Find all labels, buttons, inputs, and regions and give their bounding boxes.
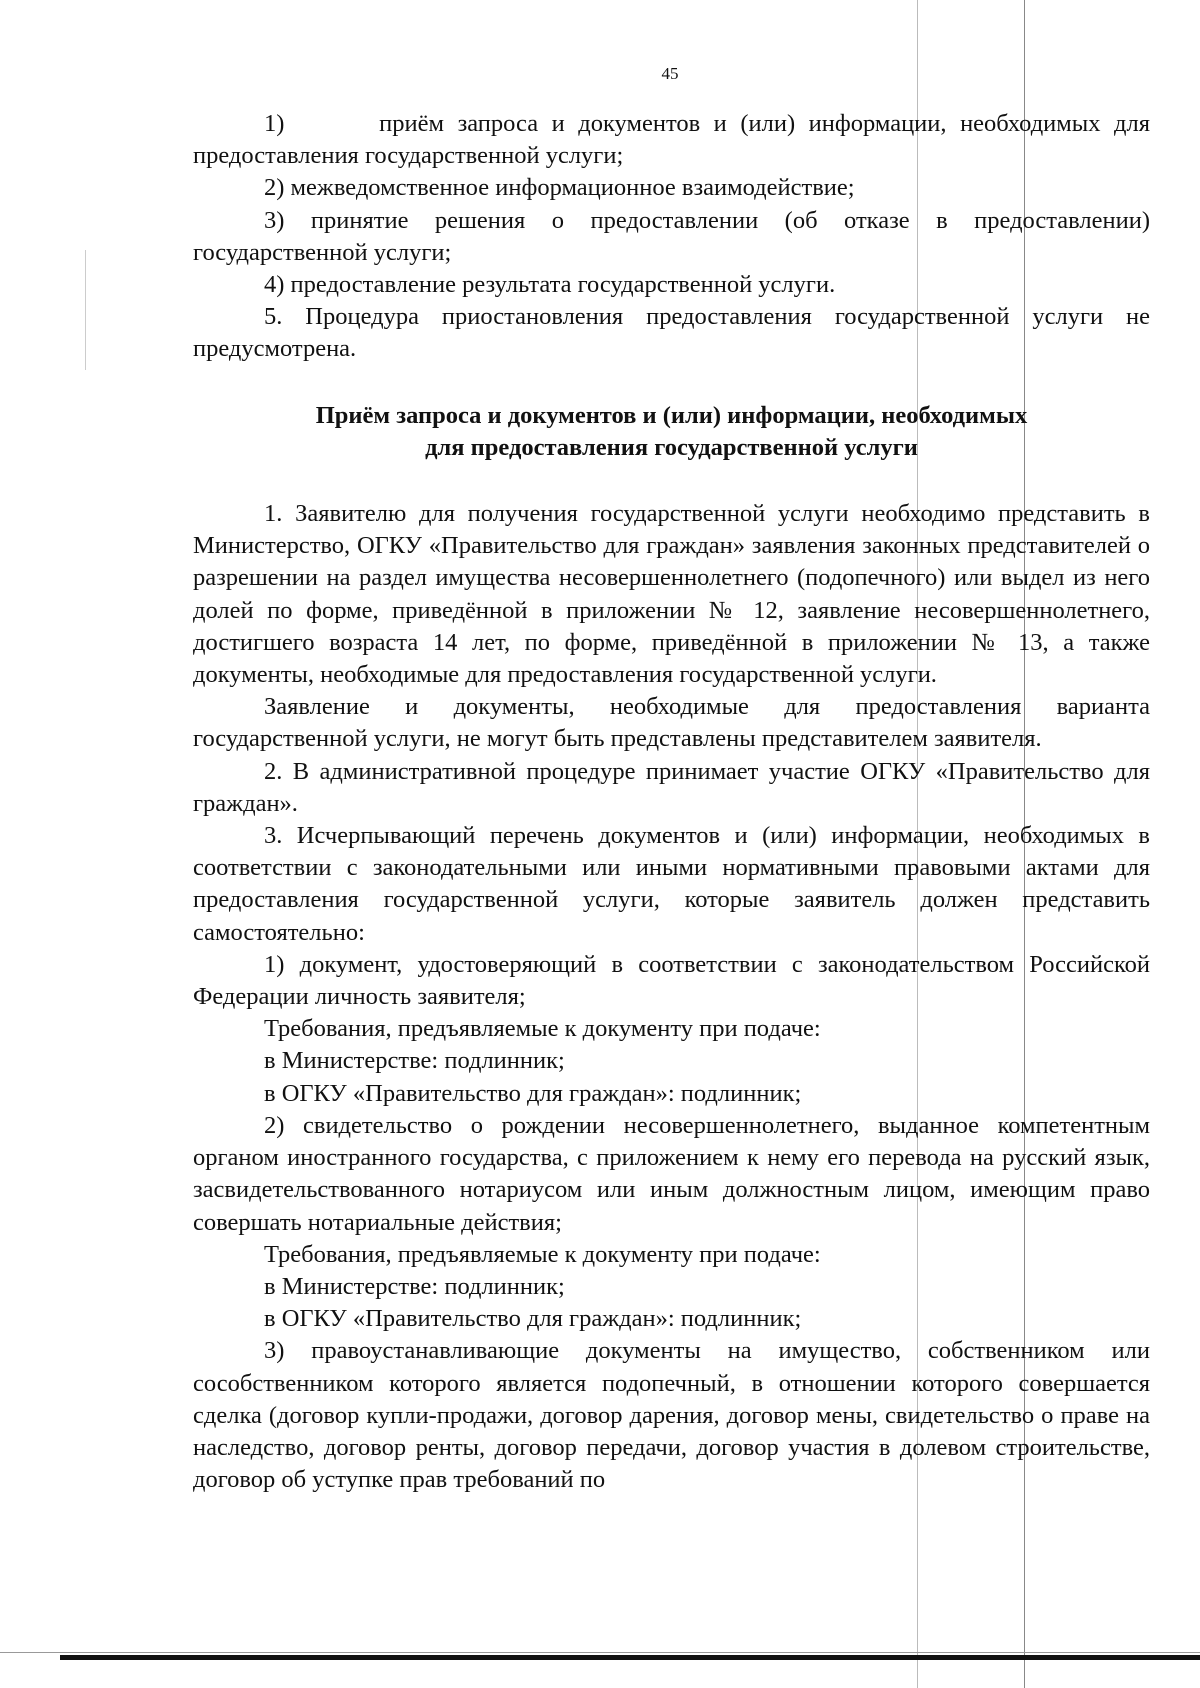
- paragraph: 2. В административной процедуре принимает участие ОГКУ «Правительство для граждан».: [193, 757, 1150, 817]
- list-item: 3) принятие решения о предоставлении (об отказе в предоставлении) государственной услуги;: [193, 206, 1150, 266]
- list-item: 2) свидетельство о рождении несовершеннолетнего, выданное компетентным органом иностранного государства, с приложением к нему его перевода на русский язык, засвидетельствованного нотариусом или иным должностным лицом, имеющим право совершать нотариальные действия;: [193, 1111, 1150, 1236]
- paragraph: Требования, предъявляемые к документу при подаче:: [264, 1240, 821, 1268]
- paragraph: в Министерстве: подлинник;: [264, 1272, 565, 1300]
- paragraph: 3. Исчерпывающий перечень документов и (или) информации, необходимых в соответствии с законодательными или иными нормативными правовыми актами для предоставления государственной услуги, которые заявитель должен представить самостоятельно:: [193, 822, 1150, 946]
- paragraph: 1. Заявителю для получения государственной услуги необходимо представить в Министерство, ОГКУ «Правительство для граждан» заявления законных представителей о разрешении на раздел имущества несовершеннолетнего (подопечного) или выдел из него долей по форме, приведённой в приложении № 12, заявление несовершеннолетнего, достигшего возраста 14 лет, по форме, приведённой в приложении № 13, а также документы, необходимые для предоставления государственной услуги.: [193, 500, 1150, 689]
- document-body: [193, 108, 1150, 1496]
- paragraph: Требования, предъявляемые к документу при подаче:: [264, 1015, 821, 1043]
- paragraph: в Министерстве: подлинник;: [264, 1047, 565, 1075]
- page-number: 45: [661, 64, 679, 83]
- paragraph: Заявление и документы, необходимые для предоставления варианта государственной услуги, не могут быть представлены представителем заявителя.: [193, 693, 1150, 753]
- scan-border-bar: [60, 1655, 1200, 1660]
- scan-artifact-line: [85, 250, 86, 370]
- list-item: 2) межведомственное информационное взаимодействие;: [264, 174, 855, 202]
- paragraph: в ОГКУ «Правительство для граждан»: подлинник;: [264, 1079, 802, 1107]
- list-item: 4) предоставление результата государственной услуги.: [264, 271, 836, 299]
- section-heading-line: для предоставления государственной услуги: [425, 433, 918, 461]
- list-item: 1) приём запроса и документов и (или) информации, необходимых для предоставления государственной услуги;: [193, 110, 1150, 170]
- paragraph: 5. Процедура приостановления предоставления государственной услуги не предусмотрена.: [193, 303, 1150, 363]
- scan-border-line: [0, 1652, 1200, 1653]
- paragraph: в ОГКУ «Правительство для граждан»: подлинник;: [264, 1305, 802, 1333]
- section-heading-line: Приём запроса и документов и (или) информации, необходимых: [315, 401, 1028, 429]
- section-heading: [193, 400, 1150, 464]
- list-item: 1) документ, удостоверяющий в соответствии с законодательством Российской Федерации личность заявителя;: [193, 950, 1150, 1011]
- list-item: 3) правоустанавливающие документы на имущество, собственником или сособственником которого является подопечный, в отношении которого совершается сделка (договор купли-продажи, договор дарения, договор мены, свидетельство о праве на наследство, договор ренты, договор передачи, договор участия в долевом строительстве, договор об уступке прав требований по: [193, 1337, 1150, 1494]
